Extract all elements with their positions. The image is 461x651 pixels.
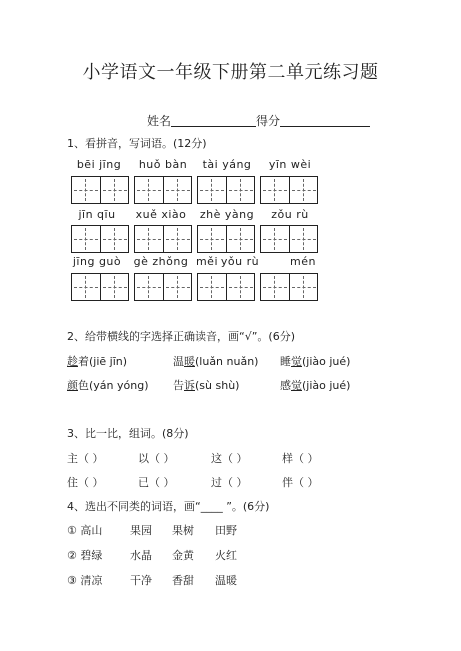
writing-box[interactable]: [260, 176, 318, 204]
word-option[interactable]: ③ 清凉: [67, 574, 103, 587]
reading-options: (jiē jīn): [89, 355, 128, 368]
word-option[interactable]: 果园: [130, 524, 152, 537]
underlined-char: 颜: [67, 379, 78, 392]
writing-box[interactable]: [260, 225, 318, 253]
word-option[interactable]: ① 高山: [67, 524, 103, 537]
word-part: 着: [78, 355, 89, 368]
q2-row-2: [67, 377, 447, 391]
compare-item[interactable]: 住（ ）: [67, 476, 104, 489]
pinyin-label: yǒu rù: [220, 255, 260, 268]
q2-item[interactable]: [173, 377, 239, 393]
compare-item[interactable]: 以（ ）: [138, 452, 175, 465]
q2-item[interactable]: [67, 377, 149, 393]
word-option[interactable]: 温暖: [215, 574, 237, 587]
pinyin-label: měi: [195, 255, 219, 268]
q4-row-1: [0, 522, 461, 536]
word-part: 睡: [280, 355, 291, 368]
pinyin-label: huǒ bàn: [138, 158, 188, 171]
q2-item[interactable]: [280, 377, 350, 393]
word-option[interactable]: 田野: [215, 524, 237, 537]
pinyin-label: jīn qīu: [78, 208, 116, 221]
reading-options: (yán yóng): [89, 379, 149, 392]
compare-item[interactable]: 伴（ ）: [282, 476, 319, 489]
q2-row-1: [67, 353, 447, 367]
word-option[interactable]: 金黄: [172, 549, 194, 562]
name-blank[interactable]: [171, 114, 256, 127]
writing-box[interactable]: [71, 225, 129, 253]
word-part: 告: [173, 379, 184, 392]
reading-options: (jiào jué): [302, 355, 351, 368]
pinyin-label: gè zhǒng: [133, 255, 189, 268]
q1-pinyin-row-3: [0, 255, 461, 271]
name-label: 姓名: [147, 114, 172, 128]
score-blank[interactable]: [280, 114, 370, 127]
pinyin-label: zhè yàng: [199, 208, 255, 221]
q1-pinyin-row-1: [0, 158, 461, 174]
reading-options: (sù shù): [195, 379, 240, 392]
pinyin-label: bēi jīng: [76, 158, 122, 171]
pinyin-label: tài yáng: [202, 158, 252, 171]
writing-box[interactable]: [134, 176, 192, 204]
compare-item[interactable]: 样（ ）: [282, 452, 319, 465]
q4-row-3: [0, 572, 461, 586]
word-option[interactable]: 香甜: [172, 574, 194, 587]
underlined-char: 诉: [184, 379, 195, 392]
q2-item[interactable]: [173, 353, 258, 369]
q2-item[interactable]: [280, 353, 350, 369]
compare-item[interactable]: 已（ ）: [138, 476, 175, 489]
q3-row-1: [0, 450, 461, 464]
compare-item[interactable]: 这（ ）: [211, 452, 248, 465]
q3-row-2: [0, 474, 461, 488]
word-part: 色: [78, 379, 89, 392]
underlined-char: 觉: [291, 355, 302, 368]
page-title: 小学语文一年级下册第二单元练习题: [82, 62, 379, 83]
q1-box-row-1: [0, 176, 461, 204]
word-option[interactable]: 水晶: [130, 549, 152, 562]
compare-item[interactable]: 过（ ）: [211, 476, 248, 489]
q2-item[interactable]: [67, 353, 127, 369]
writing-box[interactable]: [71, 273, 129, 301]
pinyin-label: jīng guò: [72, 255, 122, 268]
compare-item[interactable]: 主（ ）: [67, 452, 104, 465]
q2-heading: 2、给带横线的字选择正确读音，画“√”。(6分): [67, 330, 295, 343]
word-part: 温: [173, 355, 184, 368]
q1-pinyin-row-2: [0, 208, 461, 224]
word-part: 感: [280, 379, 291, 392]
q3-heading: 3、比一比，组词。(8分): [67, 427, 189, 440]
word-option[interactable]: 干净: [130, 574, 152, 587]
writing-box[interactable]: [134, 273, 192, 301]
underlined-char: 暖: [184, 355, 195, 368]
score-label: 得分: [256, 114, 281, 128]
pinyin-label: xuě xiào: [135, 208, 187, 221]
q1-heading: 1、看拼音，写词语。(12分): [67, 137, 207, 150]
writing-box[interactable]: [134, 225, 192, 253]
writing-box[interactable]: [260, 273, 318, 301]
q4-heading: 4、选出不同类的词语，画“____ ”。(6分): [67, 500, 270, 513]
reading-options: (jiào jué): [302, 379, 351, 392]
writing-box[interactable]: [197, 273, 255, 301]
writing-box[interactable]: [71, 176, 129, 204]
q4-row-2: [0, 547, 461, 561]
underlined-char: 趁: [67, 355, 78, 368]
word-option[interactable]: ② 碧绿: [67, 549, 103, 562]
writing-box[interactable]: [197, 225, 255, 253]
word-option[interactable]: 火红: [215, 549, 237, 562]
writing-box[interactable]: [197, 176, 255, 204]
underlined-char: 觉: [291, 379, 302, 392]
word-option[interactable]: 果树: [172, 524, 194, 537]
pinyin-label: mén: [290, 255, 316, 268]
q1-box-row-2: [0, 225, 461, 253]
pinyin-label: zǒu rù: [271, 208, 309, 221]
name-score-bar: [147, 112, 370, 129]
q1-box-row-3: [0, 273, 461, 301]
reading-options: (luǎn nuǎn): [195, 355, 259, 368]
pinyin-label: yīn wèi: [268, 158, 312, 171]
